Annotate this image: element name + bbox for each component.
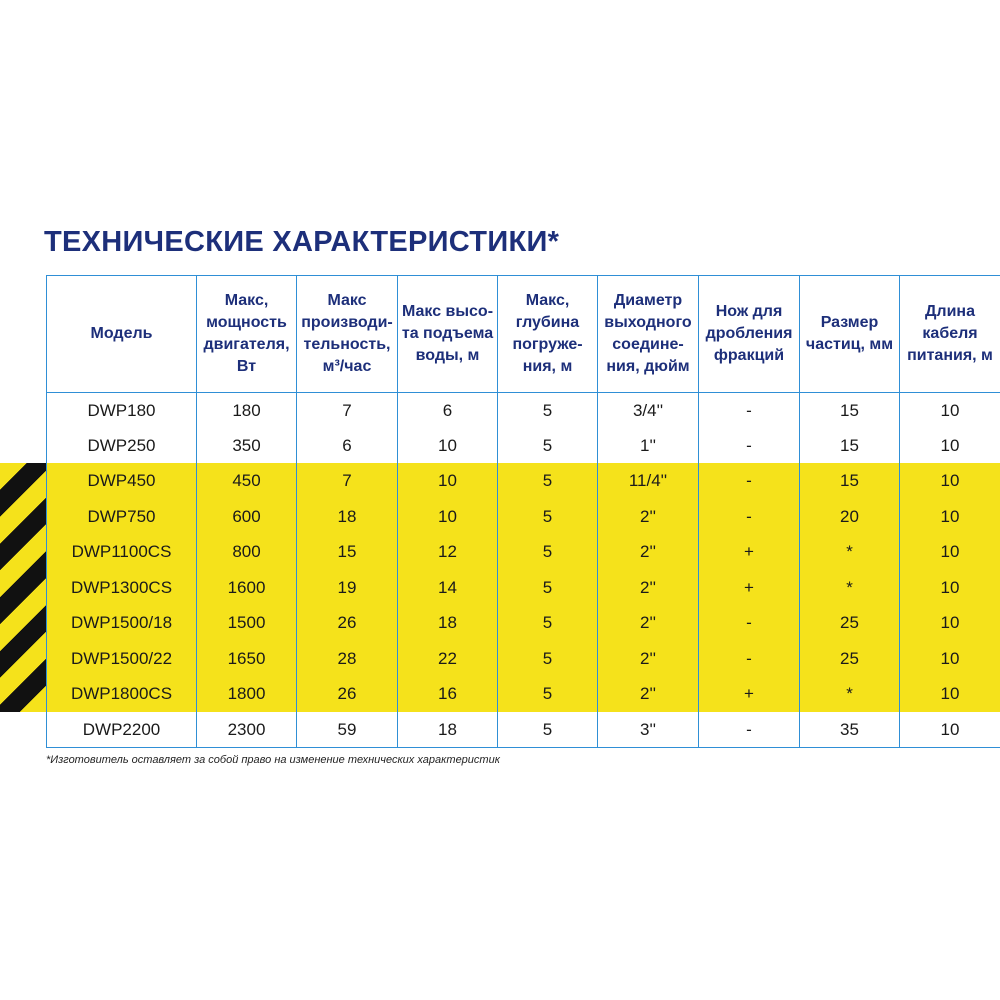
table-cell: 350 bbox=[197, 428, 297, 464]
column-header-line: Диаметр bbox=[613, 292, 683, 309]
table-cell: 10 bbox=[900, 606, 1000, 642]
table-cell: 20 bbox=[800, 499, 900, 535]
table-cell: 5 bbox=[498, 677, 598, 713]
model-cell: DWP450 bbox=[47, 464, 197, 500]
column-header-line: фракций bbox=[713, 347, 785, 364]
table-cell: 15 bbox=[800, 464, 900, 500]
table-cell: 10 bbox=[398, 428, 498, 464]
column-header bbox=[800, 276, 900, 393]
column-header bbox=[197, 276, 297, 393]
table-cell: * bbox=[800, 535, 900, 571]
table-cell: 6 bbox=[297, 428, 398, 464]
column-header-line: Макс, bbox=[525, 292, 570, 309]
table-cell: 19 bbox=[297, 570, 398, 606]
column-header-line: Модель bbox=[90, 325, 153, 342]
model-cell: DWP180 bbox=[47, 393, 197, 429]
table-cell: 2'' bbox=[598, 641, 699, 677]
table-cell: 5 bbox=[498, 606, 598, 642]
model-cell: DWP1500/22 bbox=[47, 641, 197, 677]
spec-table bbox=[46, 275, 1000, 748]
table-cell: 5 bbox=[498, 712, 598, 748]
model-cell: DWP1500/18 bbox=[47, 606, 197, 642]
column-header-line: двигателя, bbox=[203, 336, 290, 353]
table-cell: 26 bbox=[297, 677, 398, 713]
column-header-line: частиц, мм bbox=[805, 336, 894, 353]
table-cell: 10 bbox=[900, 499, 1000, 535]
table-cell: 35 bbox=[800, 712, 900, 748]
table-row bbox=[47, 606, 1000, 642]
table-cell: - bbox=[699, 499, 800, 535]
table-cell: 1800 bbox=[197, 677, 297, 713]
column-header-line: глубина bbox=[515, 314, 580, 331]
table-cell: 3/4'' bbox=[598, 393, 699, 429]
table-cell: 22 bbox=[398, 641, 498, 677]
column-header-line: воды, м bbox=[415, 347, 480, 364]
table-cell: 450 bbox=[197, 464, 297, 500]
table-cell: + bbox=[699, 570, 800, 606]
column-header-line: мощность bbox=[206, 314, 287, 331]
table-cell: 1600 bbox=[197, 570, 297, 606]
column-header-line: Макс bbox=[327, 292, 367, 309]
table-cell: - bbox=[699, 712, 800, 748]
table-header-row bbox=[47, 276, 1000, 393]
table-cell: 5 bbox=[498, 570, 598, 606]
table-row bbox=[47, 570, 1000, 606]
column-header bbox=[900, 276, 1000, 393]
table-cell: 18 bbox=[297, 499, 398, 535]
table-cell: + bbox=[699, 677, 800, 713]
table-cell: 2'' bbox=[598, 570, 699, 606]
table-cell: * bbox=[800, 677, 900, 713]
column-header-line: Нож для bbox=[715, 303, 783, 320]
column-header bbox=[398, 276, 498, 393]
table-cell: - bbox=[699, 464, 800, 500]
table-cell: 18 bbox=[398, 712, 498, 748]
table-cell: 5 bbox=[498, 464, 598, 500]
table-cell: - bbox=[699, 393, 800, 429]
table-cell: 5 bbox=[498, 393, 598, 429]
table-cell: 800 bbox=[197, 535, 297, 571]
model-cell: DWP750 bbox=[47, 499, 197, 535]
table-cell: 12 bbox=[398, 535, 498, 571]
table-cell: 59 bbox=[297, 712, 398, 748]
table-cell: 15 bbox=[297, 535, 398, 571]
table-row bbox=[47, 499, 1000, 535]
table-cell: 10 bbox=[900, 393, 1000, 429]
column-header-line: м³/час bbox=[322, 358, 372, 375]
table-cell: 10 bbox=[900, 570, 1000, 606]
model-cell: DWP1100CS bbox=[47, 535, 197, 571]
column-header-line: тельность, bbox=[303, 336, 391, 353]
table-cell: 15 bbox=[800, 428, 900, 464]
column-header bbox=[498, 276, 598, 393]
table-cell: 2'' bbox=[598, 499, 699, 535]
column-header-line: дробления bbox=[705, 325, 793, 342]
column-header-line: Длина bbox=[925, 303, 975, 320]
column-header-line: Макс, bbox=[224, 292, 269, 309]
page-title: ТЕХНИЧЕСКИЕ ХАРАКТЕРИСТИКИ* bbox=[44, 226, 560, 258]
model-cell: DWP250 bbox=[47, 428, 197, 464]
model-cell: DWP1300CS bbox=[47, 570, 197, 606]
table-cell: 28 bbox=[297, 641, 398, 677]
table-cell: 10 bbox=[900, 535, 1000, 571]
table-cell: 1650 bbox=[197, 641, 297, 677]
column-header-line: ния, м bbox=[522, 358, 573, 375]
column-header bbox=[598, 276, 699, 393]
table-cell: 5 bbox=[498, 641, 598, 677]
model-cell: DWP2200 bbox=[47, 712, 197, 748]
column-header-line: выходного bbox=[604, 314, 692, 331]
column-header-line: кабеля bbox=[922, 325, 978, 342]
table-cell: 2'' bbox=[598, 535, 699, 571]
table-cell: 2'' bbox=[598, 606, 699, 642]
table-cell: 180 bbox=[197, 393, 297, 429]
column-header-line: Вт bbox=[236, 358, 257, 375]
table-cell: 6 bbox=[398, 393, 498, 429]
column-header bbox=[297, 276, 398, 393]
table-cell: 1'' bbox=[598, 428, 699, 464]
table-cell: 2'' bbox=[598, 677, 699, 713]
table-cell: 15 bbox=[800, 393, 900, 429]
table-cell: 5 bbox=[498, 428, 598, 464]
table-row bbox=[47, 535, 1000, 571]
table-row bbox=[47, 464, 1000, 500]
table-cell: 10 bbox=[900, 677, 1000, 713]
table-row bbox=[47, 393, 1000, 429]
table-cell: 26 bbox=[297, 606, 398, 642]
table-cell: 2300 bbox=[197, 712, 297, 748]
table-cell: 10 bbox=[900, 712, 1000, 748]
table-cell: 18 bbox=[398, 606, 498, 642]
column-header bbox=[699, 276, 800, 393]
table-cell: 7 bbox=[297, 393, 398, 429]
table-cell: - bbox=[699, 641, 800, 677]
table-cell: 16 bbox=[398, 677, 498, 713]
table-cell: 1500 bbox=[197, 606, 297, 642]
column-header-line: та подъема bbox=[401, 325, 494, 342]
table-cell: 600 bbox=[197, 499, 297, 535]
column-header-line: соедине- bbox=[612, 336, 684, 353]
table-cell: * bbox=[800, 570, 900, 606]
table-cell: 10 bbox=[900, 464, 1000, 500]
table-cell: 25 bbox=[800, 606, 900, 642]
table-cell: 10 bbox=[900, 428, 1000, 464]
table-cell: 11/4'' bbox=[598, 464, 699, 500]
table-cell: + bbox=[699, 535, 800, 571]
column-header-line: Макс высо- bbox=[401, 303, 494, 320]
table-cell: 14 bbox=[398, 570, 498, 606]
table-cell: 10 bbox=[398, 499, 498, 535]
table-cell: 5 bbox=[498, 499, 598, 535]
table-cell: 25 bbox=[800, 641, 900, 677]
table-body bbox=[47, 393, 1000, 748]
hazard-stripes bbox=[0, 463, 46, 712]
table-cell: 7 bbox=[297, 464, 398, 500]
column-header-line: ния, дюйм bbox=[606, 358, 690, 375]
table-row bbox=[47, 712, 1000, 748]
column-header-line: производи- bbox=[301, 314, 393, 331]
table-cell: 5 bbox=[498, 535, 598, 571]
table-cell: 3'' bbox=[598, 712, 699, 748]
table-row bbox=[47, 677, 1000, 713]
column-header-line: Размер bbox=[820, 314, 879, 331]
model-cell: DWP1800CS bbox=[47, 677, 197, 713]
column-header-line: погруже- bbox=[512, 336, 583, 353]
table-cell: - bbox=[699, 606, 800, 642]
column-header bbox=[47, 276, 197, 393]
table-cell: 10 bbox=[398, 464, 498, 500]
table-cell: - bbox=[699, 428, 800, 464]
table-cell: 10 bbox=[900, 641, 1000, 677]
column-header-line: питания, м bbox=[907, 347, 993, 364]
table-row bbox=[47, 641, 1000, 677]
table-row bbox=[47, 428, 1000, 464]
footnote: *Изготовитель оставляет за собой право на изменение технических характеристик bbox=[46, 754, 500, 766]
